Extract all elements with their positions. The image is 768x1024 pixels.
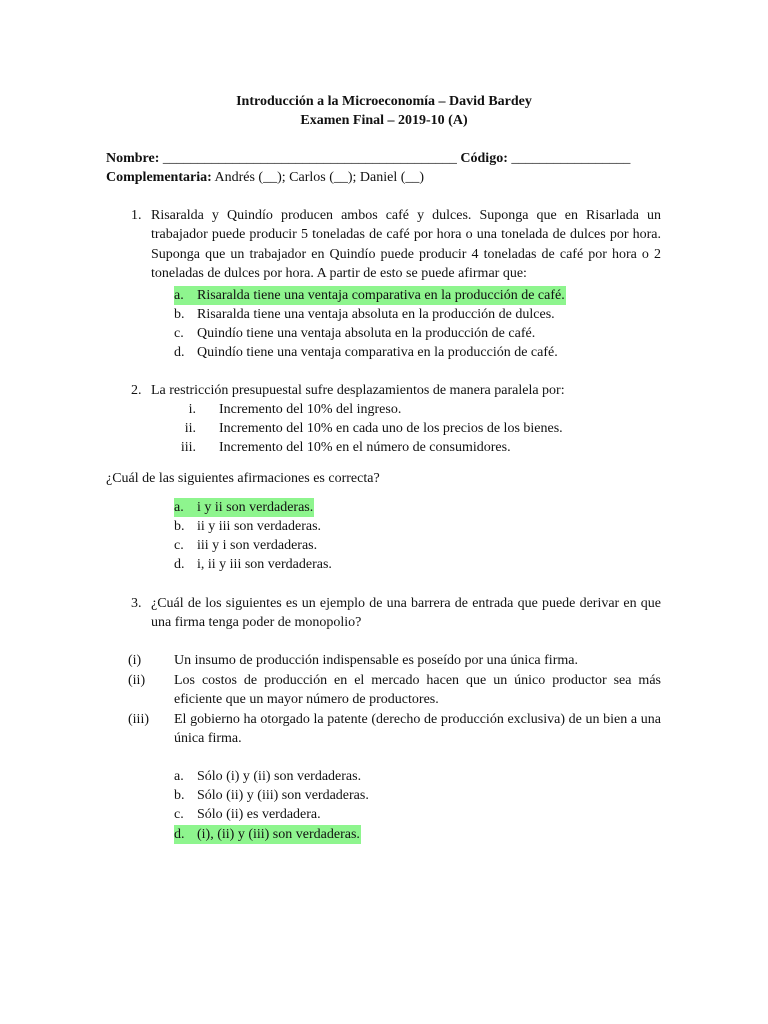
- q1-option-a-letter: a.: [174, 286, 197, 305]
- q3-option-a[interactable]: Sólo (i) y (ii) son verdaderas.: [197, 769, 362, 784]
- q3-option-c-letter: c.: [174, 807, 184, 822]
- q2-question: ¿Cuál de las siguientes afirmaciones es correcta?: [106, 471, 380, 486]
- nombre-line: [106, 149, 630, 168]
- q1-option-c-letter: c.: [174, 326, 184, 341]
- q1-option-d[interactable]: Quindío tiene una ventaja comparativa en la producción de café.: [197, 345, 558, 360]
- q2-statement-i: Incremento del 10% del ingreso.: [219, 402, 402, 417]
- q2-text: La restricción presupuestal sufre desplazamientos de manera paralela por:: [151, 383, 565, 398]
- q3-statement-i: Un insumo de producción indispensable es poseído por una única firma.: [174, 653, 578, 668]
- q3-statement-iii: El gobierno ha otorgado la patente (derecho de producción exclusiva) de un bien a una única firma.: [174, 712, 661, 747]
- codigo-field[interactable]: _________________: [511, 151, 631, 166]
- codigo-label: Código:: [460, 151, 508, 166]
- q1-option-b[interactable]: Risaralda tiene una ventaja absoluta en la producción de dulces.: [197, 307, 555, 322]
- q2-option-a[interactable]: i y ii son verdaderas.: [197, 500, 314, 515]
- q3-option-d[interactable]: (i), (ii) y (iii) son verdaderas.: [197, 827, 360, 842]
- q2-option-a-letter: a.: [174, 498, 197, 517]
- q3-option-a-letter: a.: [174, 769, 184, 784]
- q2-number: 2.: [131, 383, 142, 398]
- q3-option-b[interactable]: Sólo (ii) y (iii) son verdaderas.: [197, 788, 369, 803]
- q2-statement-iii: Incremento del 10% en el número de consumidores.: [219, 440, 511, 455]
- q2-option-b[interactable]: ii y iii son verdaderas.: [197, 519, 322, 534]
- q1-text: Risaralda y Quindío producen ambos café y dulces. Suponga que en Risarlada un trabajador puede producir 5 toneladas de café por hora o una tonelada de dulces por hora. Suponga que un trabajador en Quindío puede producir 4 toneladas de café por hora o 2 toneladas de dulces por hora. A partir de esto se puede afirmar que:: [151, 208, 661, 281]
- q1-option-a[interactable]: Risaralda tiene una ventaja comparativa en la producción de café.: [197, 288, 565, 303]
- q1-option-d-letter: d.: [174, 345, 185, 360]
- q3-option-c[interactable]: Sólo (ii) es verdadera.: [197, 807, 321, 822]
- exam-subtitle: Examen Final – 2019-10 (A): [300, 113, 468, 128]
- q2-option-c-letter: c.: [174, 538, 184, 553]
- q2-statement-ii: Incremento del 10% en cada uno de los precios de los bienes.: [219, 421, 563, 436]
- q3-number: 3.: [131, 596, 142, 611]
- q1-option-b-letter: b.: [174, 307, 185, 322]
- complementaria-line: [106, 168, 424, 187]
- exam-title: Introducción a la Microeconomía – David Bardey: [236, 94, 532, 109]
- complementaria-label: Complementaria:: [106, 170, 212, 185]
- nombre-label: Nombre:: [106, 151, 160, 166]
- q3-statement-ii-label: (ii): [128, 673, 146, 688]
- q3-statement-i-label: (i): [128, 653, 142, 668]
- q3-option-d-letter: d.: [174, 825, 197, 844]
- q1-number: 1.: [131, 208, 142, 223]
- q2-statement-i-label: i.: [188, 402, 196, 417]
- q2-statement-ii-label: ii.: [184, 421, 196, 436]
- q2-option-d[interactable]: i, ii y iii son verdaderas.: [197, 557, 332, 572]
- q3-statement-ii: Los costos de producción en el mercado hacen que un único productor sea más eficiente que un mayor número de productores.: [174, 673, 661, 708]
- complementaria-options[interactable]: Andrés (__); Carlos (__); Daniel (__): [214, 170, 425, 185]
- q2-option-c[interactable]: iii y i son verdaderas.: [197, 538, 318, 553]
- q2-option-b-letter: b.: [174, 519, 185, 534]
- q3-statement-iii-label: (iii): [128, 712, 149, 727]
- q3-text: ¿Cuál de los siguientes es un ejemplo de una barrera de entrada que puede derivar en que una firma tenga poder de monopolio?: [151, 596, 661, 631]
- q2-option-d-letter: d.: [174, 557, 185, 572]
- q3-option-b-letter: b.: [174, 788, 185, 803]
- q2-statement-iii-label: iii.: [180, 440, 196, 455]
- q1-option-c[interactable]: Quindío tiene una ventaja absoluta en la producción de café.: [197, 326, 536, 341]
- nombre-field[interactable]: __________________________________________: [162, 151, 457, 166]
